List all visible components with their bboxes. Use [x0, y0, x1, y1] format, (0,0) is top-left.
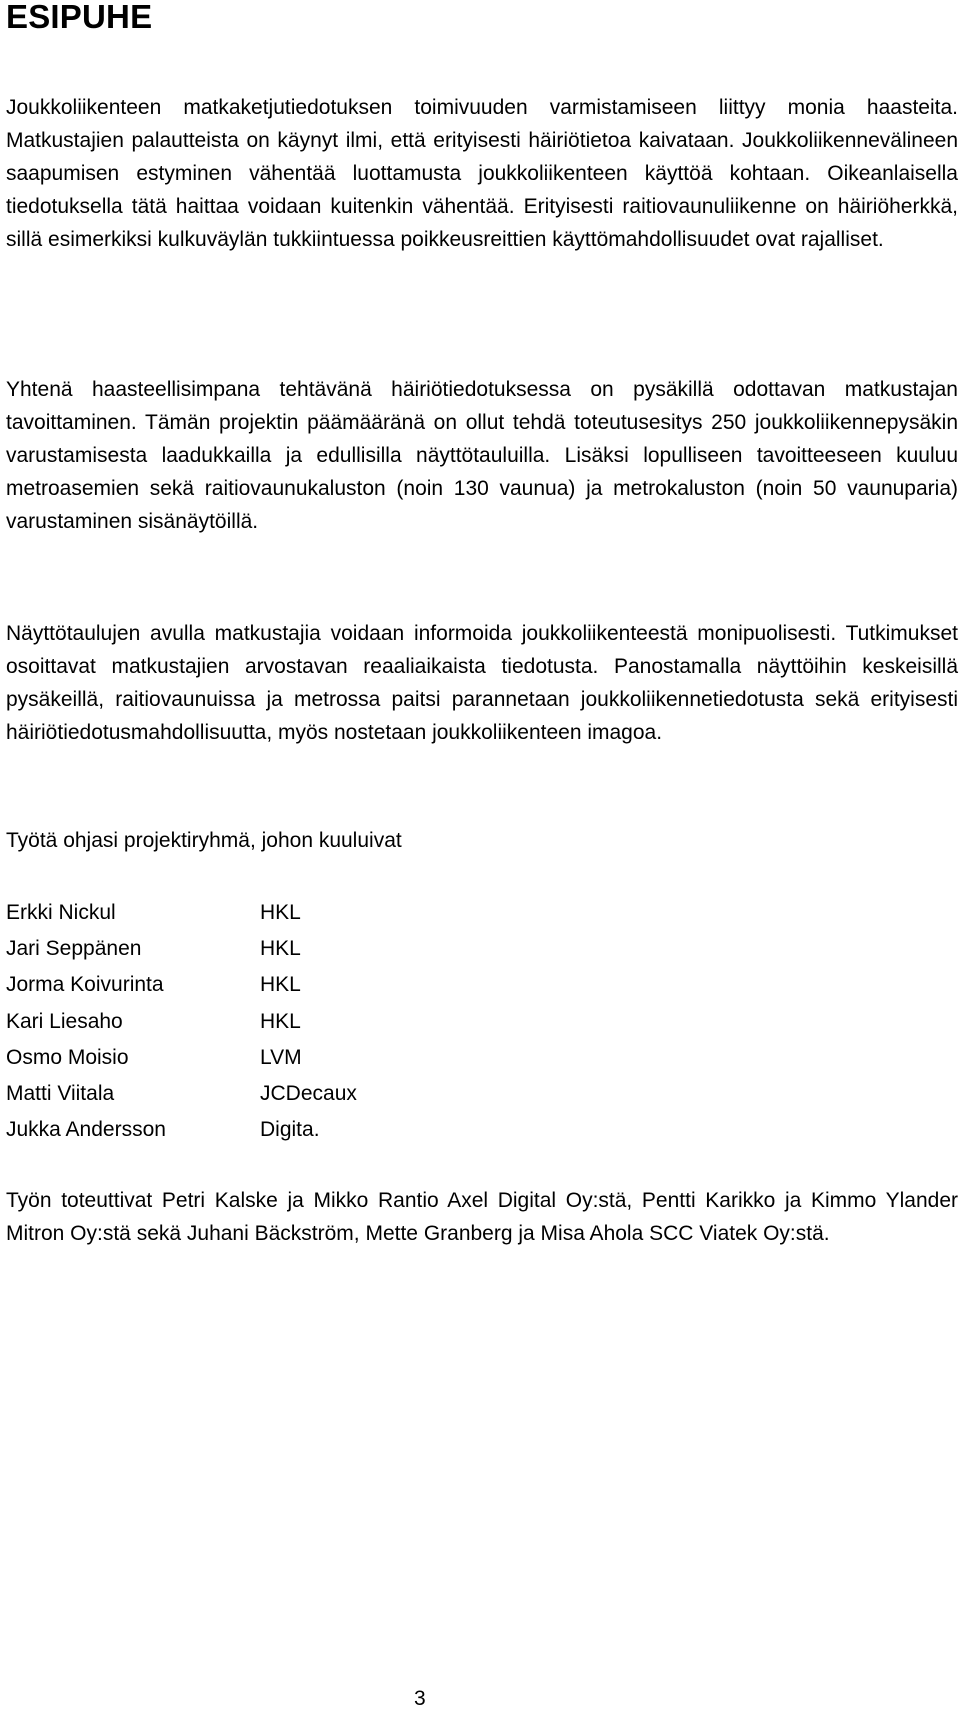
team-member [6, 1040, 357, 1076]
member-org: HKL [260, 1009, 301, 1033]
team-list [6, 895, 357, 1148]
member-name: Osmo Moisio [6, 1045, 129, 1069]
team-intro: Työtä ohjasi projektiryhmä, johon kuuluivat [6, 829, 402, 852]
member-name: Jari Seppänen [6, 937, 142, 961]
member-org: JCDecaux [260, 1082, 357, 1106]
paragraph-1: Joukkoliikenteen matkaketjutiedotuksen toimivuuden varmistamiseen liittyy monia haasteita. Matkustajien palautteista on käynyt ilmi, että erityisesti häiriötietoa kaivataan. Joukkoliikennevälineen saapumisen estyminen vähentää luottamusta joukkoliikenteen käyttöä kohtaan. Oikeanlaisella tiedotuksella tätä haittaa voidaan kuitenkin vähentää. Erityisesti raitiovaunuliikenne on häiriöherkkä, sillä esimerkiksi kulkuväylän tukkiintuessa poikkeusreittien käyttömahdollisuudet ovat rajalliset. [6, 96, 958, 251]
member-name: Jorma Koivurinta [6, 973, 164, 997]
team-member [6, 895, 357, 931]
member-name: Erkki Nickul [6, 901, 116, 924]
member-name: Kari Liesaho [6, 1009, 123, 1033]
page-number: 3 [414, 1687, 426, 1710]
paragraph-3: Näyttötaulujen avulla matkustajia voidaan informoida joukkoliikenteestä monipuolisesti. Tutkimukset osoittavat matkustajien arvostavan reaaliaikaista tiedotusta. Panostamalla näyttöihin keskeisillä pysäkeillä, raitiovaunuissa ja metrossa paitsi parannetaan joukkoliikennetiedotusta sekä erityisesti häiriötiedotusmahdollisuutta, myös nostetaan joukkoliikenteen imagoa. [6, 622, 958, 744]
closing-paragraph: Työn toteuttivat Petri Kalske ja Mikko Rantio Axel Digital Oy:stä, Pentti Karikko ja Kimmo Ylander Mitron Oy:stä sekä Juhani Bäckström, Mette Granberg ja Misa Ahola SCC Viatek Oy:stä. [6, 1189, 958, 1245]
document-title: ESIPUHE [6, 0, 153, 35]
member-org: HKL [260, 901, 301, 924]
member-org: HKL [260, 973, 301, 997]
member-org: Digita. [260, 1118, 320, 1142]
paragraph-2: Yhtenä haasteellisimpana tehtävänä häiriötiedotuksessa on pysäkillä odottavan matkustajan tavoittaminen. Tämän projektin päämääränä on ollut tehdä toteutusesitys 250 joukkoliikennepysäkin varustamisesta laadukkailla ja edullisilla näyttötauluilla. Lisäksi lopulliseen tavoitteeseen kuuluu metroasemien sekä raitiovaunukaluston (noin 130 vaunua) ja metrokaluston (noin 50 vaunuparia) varustaminen sisänäytöillä. [6, 378, 958, 533]
member-org: HKL [260, 937, 301, 961]
team-member [6, 1076, 357, 1112]
team-member [6, 1112, 357, 1148]
team-member [6, 967, 357, 1003]
member-name: Jukka Andersson [6, 1118, 166, 1142]
member-org: LVM [260, 1045, 302, 1069]
team-member [6, 931, 357, 967]
team-member [6, 1004, 357, 1040]
member-name: Matti Viitala [6, 1082, 115, 1106]
